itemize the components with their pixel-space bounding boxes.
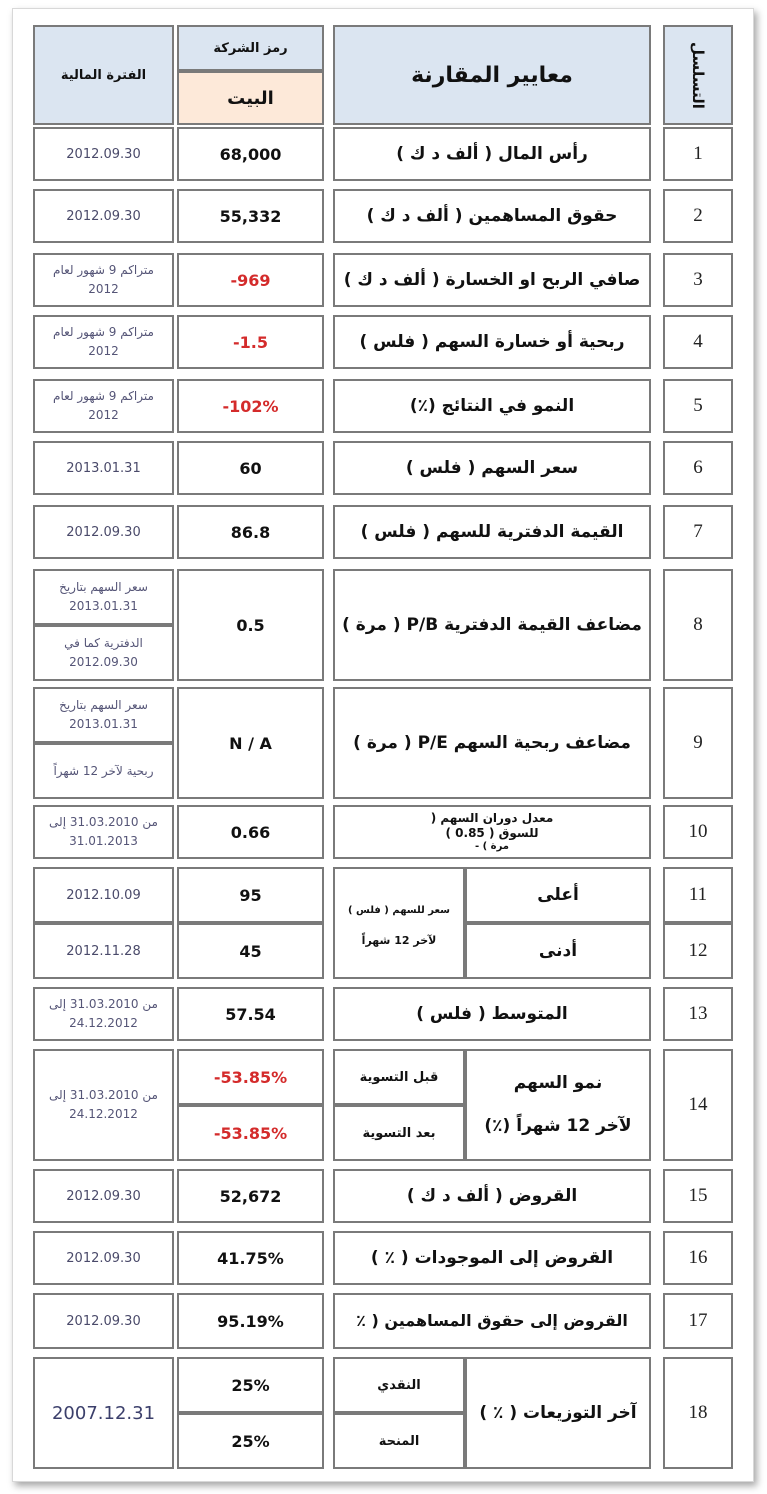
value-text: 45: [239, 941, 262, 961]
value-text: 0.66: [230, 822, 271, 842]
row-10-period: [33, 805, 174, 859]
row-5-serial: [663, 379, 733, 433]
value-text: 60: [239, 458, 262, 478]
row-7-period: [33, 505, 174, 559]
serial-number: 3: [693, 269, 703, 290]
row-10-criterion: [333, 805, 651, 859]
company-code-cell: [177, 71, 324, 125]
period-text: متراكم 9 شهور لعام 2012: [53, 389, 154, 422]
value-text: -53.85%: [213, 1123, 288, 1143]
value-text: 25%: [231, 1375, 270, 1395]
price-group-line2: لآخر 12 شهراً: [361, 933, 437, 947]
serial-number: 13: [688, 1003, 708, 1024]
row-6-criterion: [333, 441, 651, 495]
row-4-value: [177, 315, 324, 369]
company-code-header: [177, 25, 324, 71]
sub-criterion-text: المنحة: [378, 1433, 420, 1449]
value-text: 86.8: [230, 522, 271, 542]
criterion-text: مضاعف القيمة الدفترية P/B ( مرة ): [342, 614, 642, 635]
row-14-period: [33, 1049, 174, 1161]
row-7-value: [177, 505, 324, 559]
row-16-serial: [663, 1231, 733, 1285]
criterion-text: صافي الربح او الخسارة ( ألف د ك ): [343, 269, 641, 290]
sub-criterion-text: بعد التسوية: [362, 1125, 436, 1141]
row-4-serial: [663, 315, 733, 369]
period-header: [33, 25, 174, 125]
row-2-serial: [663, 189, 733, 243]
row-1-value: [177, 127, 324, 181]
sub-criterion-text: قبل التسوية: [359, 1069, 439, 1085]
row-14-serial: [663, 1049, 733, 1161]
row-17-serial: [663, 1293, 733, 1349]
serial-number: 17: [688, 1310, 708, 1331]
row-18-sub-cash: [333, 1357, 465, 1413]
period-text: سعر السهم بتاريخ 2013.01.31: [59, 698, 148, 731]
row-1-criterion: [333, 127, 651, 181]
value-text: -102%: [222, 396, 279, 416]
row-7-serial: [663, 505, 733, 559]
serial-header: [663, 25, 733, 125]
row-6-serial: [663, 441, 733, 495]
row-18-value-a: [177, 1357, 324, 1413]
value-text: 95.19%: [217, 1311, 284, 1331]
row-4-period: [33, 315, 174, 369]
price-group-line1: سعر للسهم ( فلس ): [348, 904, 450, 916]
criterion-text-line1: نمو السهم: [513, 1073, 603, 1094]
price-group-cell: [333, 867, 465, 979]
period-text: 2012.10.09: [66, 887, 141, 903]
serial-number: 10: [688, 821, 708, 842]
criterion-text-line2: للسوق ( 0.85 ): [445, 825, 539, 840]
table-frame: [12, 8, 754, 1482]
serial-number: 16: [688, 1247, 708, 1268]
value-text: 55,332: [219, 206, 282, 226]
row-16-value: [177, 1231, 324, 1285]
criteria-header: [333, 25, 651, 125]
row-2-criterion: [333, 189, 651, 243]
row-13-value: [177, 987, 324, 1041]
row-3-criterion: [333, 253, 651, 307]
period-text: ربحية لآخر 12 شهراً: [53, 763, 154, 778]
row-17-criterion: [333, 1293, 651, 1349]
value-text: N / A: [229, 733, 272, 753]
value-text: 68,000: [219, 144, 282, 164]
row-8-criterion: [333, 569, 651, 681]
row-4-criterion: [333, 315, 651, 369]
value-text: 41.75%: [217, 1248, 284, 1268]
row-18-value-b: [177, 1413, 324, 1469]
serial-number: 8: [693, 614, 703, 635]
criterion-text-line3: مرة ) -: [475, 840, 509, 852]
criterion-text: آخر التوزيعات ( ٪ ): [479, 1402, 637, 1423]
row-5-value: [177, 379, 324, 433]
row-14-sub-after: [333, 1105, 465, 1161]
row-16-period: [33, 1231, 174, 1285]
value-text: 0.5: [236, 615, 265, 635]
criterion-text: القروض إلى حقوق المساهمين ( ٪: [356, 1311, 628, 1331]
period-text: 2012.09.30: [66, 1250, 141, 1266]
row-9-period-a: [33, 687, 174, 743]
row-14-value-b: [177, 1105, 324, 1161]
company-code-label: رمز الشركة: [213, 40, 288, 56]
period-text: متراكم 9 شهور لعام 2012: [53, 263, 154, 296]
period-text: 2013.01.31: [66, 460, 141, 476]
row-11-criterion: [465, 867, 651, 923]
criterion-text: القروض إلى الموجودات ( ٪ ): [370, 1247, 614, 1268]
row-3-value: [177, 253, 324, 307]
row-8-serial: [663, 569, 733, 681]
period-text: 2012.11.28: [66, 943, 141, 959]
row-12-criterion: [465, 923, 651, 979]
criteria-header-label: معايير المقارنة: [411, 62, 573, 88]
serial-number: 9: [693, 732, 703, 753]
row-13-serial: [663, 987, 733, 1041]
row-2-value: [177, 189, 324, 243]
value-text: -1.5: [233, 332, 268, 352]
criterion-text: حقوق المساهمين ( ألف د ك ): [366, 205, 618, 226]
serial-number: 11: [688, 884, 708, 905]
period-text: من 31.03.2010 إلى 31.01.2013: [49, 815, 158, 848]
value-text: 95: [239, 885, 262, 905]
row-12-period: [33, 923, 174, 979]
row-6-value: [177, 441, 324, 495]
row-8-period-b: [33, 625, 174, 681]
row-18-serial: [663, 1357, 733, 1469]
row-14-value-a: [177, 1049, 324, 1105]
row-10-value: [177, 805, 324, 859]
serial-header-label: التسلسل: [689, 41, 707, 109]
criterion-text: القيمة الدفترية للسهم ( فلس ): [360, 521, 624, 542]
value-text: 57.54: [225, 1004, 276, 1024]
serial-number: 4: [693, 331, 703, 352]
period-text: 2012.09.30: [66, 208, 141, 224]
row-5-period: [33, 379, 174, 433]
row-18-sub-bonus: [333, 1413, 465, 1469]
row-12-serial: [663, 923, 733, 979]
period-text: 2012.09.30: [66, 146, 141, 162]
serial-number: 18: [688, 1402, 708, 1423]
serial-number: 7: [693, 521, 703, 542]
row-18-period: [33, 1357, 174, 1469]
row-12-value: [177, 923, 324, 979]
row-18-criterion: [465, 1357, 651, 1469]
row-1-serial: [663, 127, 733, 181]
row-9-period-b: [33, 743, 174, 799]
row-17-value: [177, 1293, 324, 1349]
row-3-period: [33, 253, 174, 307]
criterion-text: مضاعف ربحية السهم P/E ( مرة ): [353, 732, 631, 753]
period-text: 2012.09.30: [66, 524, 141, 540]
row-5-criterion: [333, 379, 651, 433]
row-1-period: [33, 127, 174, 181]
serial-number: 2: [693, 205, 703, 226]
period-text: من 31.03.2010 إلى 24.12.2012: [49, 1088, 158, 1121]
serial-number: 6: [693, 457, 703, 478]
serial-number: 12: [688, 940, 708, 961]
criterion-text-line2: لآخر 12 شهراً (٪): [484, 1116, 632, 1136]
value-text: -53.85%: [213, 1067, 288, 1087]
criterion-text: سعر السهم ( فلس ): [405, 457, 579, 478]
row-6-period: [33, 441, 174, 495]
serial-number: 14: [688, 1094, 708, 1115]
row-13-period: [33, 987, 174, 1041]
period-text: 2012.09.30: [66, 1188, 141, 1204]
criterion-text-line1: معدل دوران السهم (: [430, 810, 554, 825]
row-9-criterion: [333, 687, 651, 799]
serial-number: 5: [693, 395, 703, 416]
period-text: من 31.03.2010 إلى 24.12.2012: [49, 997, 158, 1030]
row-15-value: [177, 1169, 324, 1223]
row-9-serial: [663, 687, 733, 799]
row-10-serial: [663, 805, 733, 859]
row-15-serial: [663, 1169, 733, 1223]
period-text: سعر السهم بتاريخ 2013.01.31: [59, 580, 148, 613]
value-text: 25%: [231, 1431, 270, 1451]
row-15-period: [33, 1169, 174, 1223]
row-15-criterion: [333, 1169, 651, 1223]
row-17-period: [33, 1293, 174, 1349]
criterion-text: ربحية أو خسارة السهم ( فلس ): [359, 331, 625, 352]
period-header-label: الفترة المالية: [60, 67, 147, 83]
serial-number: 1: [693, 143, 703, 164]
criterion-text: أعلى: [537, 884, 579, 905]
period-text: متراكم 9 شهور لعام 2012: [53, 325, 154, 358]
value-text: 52,672: [219, 1186, 282, 1206]
company-code-value: البيت: [227, 87, 274, 109]
criterion-text: القروض ( ألف د ك ): [406, 1185, 578, 1206]
row-11-period: [33, 867, 174, 923]
criterion-text: أدنى: [538, 940, 578, 961]
row-13-criterion: [333, 987, 651, 1041]
row-14-criterion: [465, 1049, 651, 1161]
criterion-text: النمو في النتائج (٪): [409, 395, 575, 416]
period-text: 2007.12.31: [51, 1402, 156, 1424]
criterion-text: المتوسط ( فلس ): [416, 1003, 568, 1024]
row-11-value: [177, 867, 324, 923]
row-2-period: [33, 189, 174, 243]
serial-number: 15: [688, 1185, 708, 1206]
row-7-criterion: [333, 505, 651, 559]
row-3-serial: [663, 253, 733, 307]
period-text: الدفترية كما في 2012.09.30: [64, 636, 143, 669]
sub-criterion-text: النقدي: [377, 1377, 421, 1393]
criterion-text: رأس المال ( ألف د ك ): [396, 143, 588, 164]
row-14-sub-before: [333, 1049, 465, 1105]
row-8-period-a: [33, 569, 174, 625]
row-11-serial: [663, 867, 733, 923]
value-text: -969: [230, 270, 271, 290]
row-16-criterion: [333, 1231, 651, 1285]
row-8-value: [177, 569, 324, 681]
period-text: 2012.09.30: [66, 1313, 141, 1329]
row-9-value: [177, 687, 324, 799]
